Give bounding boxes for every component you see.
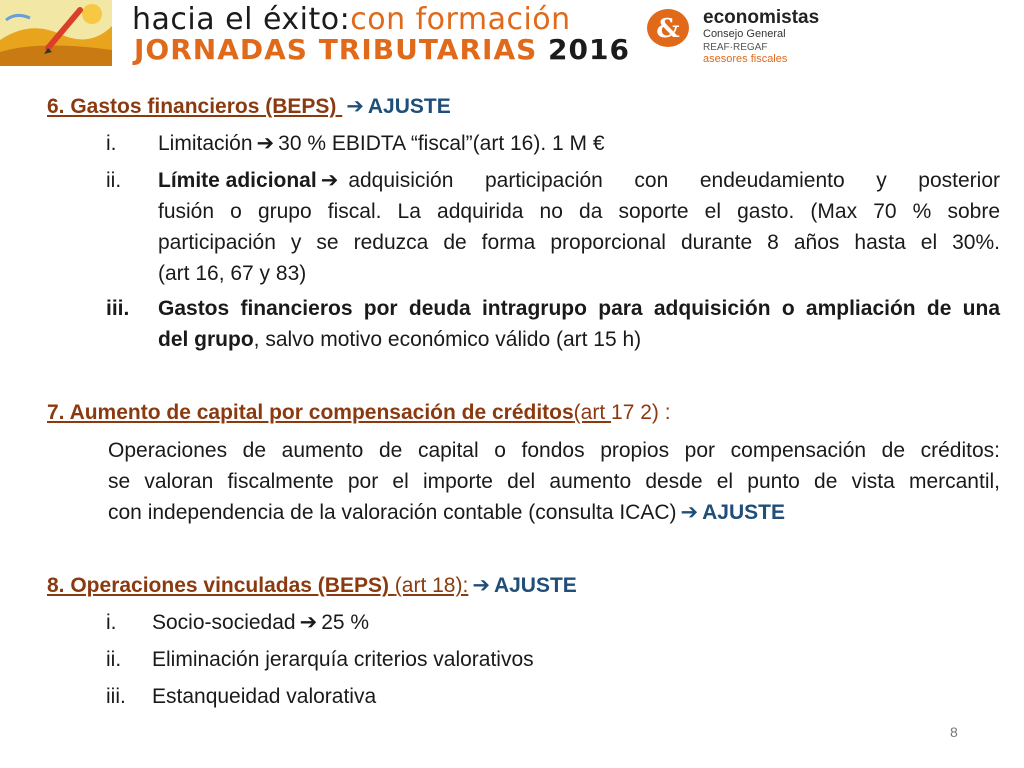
org-asesores: asesores fiscales <box>703 53 788 65</box>
section-7-title-text: 7. Aumento de capital por compensación de créditos <box>47 401 574 424</box>
item-text: Eliminación jerarquía criterios valorativos <box>152 648 534 671</box>
list-item <box>152 608 369 638</box>
list-item-number <box>106 682 126 712</box>
list-item <box>158 165 1000 289</box>
arrow-right-icon: ➔ <box>299 611 318 634</box>
item-text: Socio-sociedad <box>152 611 296 634</box>
item-text: Limitación <box>158 132 253 155</box>
section-6-heading <box>47 92 451 122</box>
item-line: participación y se reduzca de forma proporcional durante 8 años hasta el 30%. <box>158 231 1000 254</box>
item-rest: , salvo motivo económico válido (art 15 h) <box>253 328 642 351</box>
item-line: Gastos financieros por deuda intragrupo para adquisición o ampliación de una <box>158 297 1000 320</box>
list-item-number <box>106 294 129 324</box>
arrow-right-icon: ➔ <box>320 169 339 192</box>
org-name: economistas <box>703 7 820 28</box>
arrow-right-icon: ➔ <box>472 574 490 597</box>
page-number: 8 <box>950 724 958 740</box>
section-6-title: 6. Gastos financieros (BEPS) <box>47 95 343 118</box>
item-bold: del grupo <box>158 328 254 351</box>
list-item <box>106 129 117 159</box>
list-item-number <box>106 608 117 638</box>
header-title-part1: hacia el éxito: <box>132 2 351 37</box>
item-number: i. <box>106 132 117 155</box>
item-rest: 30 % EBIDTA “fiscal”(art 16). 1 M € <box>278 132 605 155</box>
item-line <box>158 165 1000 196</box>
section-7-ajuste: AJUSTE <box>702 501 785 524</box>
section-8-title-plain: (art 18): <box>394 574 469 597</box>
section-8-ajuste: AJUSTE <box>493 574 577 597</box>
arrow-right-icon: ➔ <box>346 95 364 118</box>
list-item <box>158 293 1000 355</box>
list-item-number <box>106 166 121 196</box>
header-title-part2: con formación <box>350 2 571 37</box>
item-number: i. <box>106 611 117 634</box>
paragraph-line: Operaciones de aumento de capital o fondos propios por compensación de créditos: <box>108 439 1000 462</box>
item-bold: Límite adicional <box>158 169 317 192</box>
org-reaf: REAF·REGAF <box>703 42 768 53</box>
arrow-right-icon: ➔ <box>680 501 699 524</box>
section-8-title-text: 8. Operaciones vinculadas (BEPS) <box>47 574 395 597</box>
header-subtitle-text: JORNADAS TRIBUTARIAS <box>134 33 538 66</box>
item-number: iii. <box>106 685 126 708</box>
svg-text:&: & <box>656 14 680 44</box>
org-sub: Consejo General <box>703 28 786 40</box>
paragraph-line <box>108 497 1000 528</box>
header-year: 2016 <box>548 33 630 66</box>
paragraph-line-text: con independencia de la valoración contable (consulta ICAC) <box>108 501 677 524</box>
item-text: Estanqueidad valorativa <box>152 685 377 708</box>
paragraph-line: se valoran fiscalmente por el importe del aumento desde el punto de vista mercantil, <box>108 470 1000 493</box>
item-number: ii. <box>106 169 122 192</box>
arrow-right-icon: ➔ <box>256 132 275 155</box>
section-7-paragraph <box>108 435 1000 528</box>
item-line-text: adquisición participación con endeudamiento y posterior <box>348 169 1000 192</box>
section-7-title-tail: 17 2) : <box>611 401 671 424</box>
item-number: iii. <box>106 297 130 320</box>
item-line: fusión o grupo fiscal. La adquirida no da soporte el gasto. (Max 70 % sobre <box>158 200 1000 223</box>
item-number: ii. <box>106 648 122 671</box>
list-item <box>152 645 534 675</box>
section-6-ajuste: AJUSTE <box>367 95 451 118</box>
list-item <box>158 129 605 159</box>
section-7-title-plain: (art <box>573 401 612 424</box>
section-8-title <box>47 574 468 597</box>
section-7-title <box>47 401 611 424</box>
section-7-heading <box>47 398 671 428</box>
item-line <box>158 324 1000 355</box>
section-8-heading <box>47 571 577 601</box>
list-item-number <box>106 645 121 675</box>
item-rest: 25 % <box>321 611 370 634</box>
item-line: (art 16, 67 y 83) <box>158 262 307 285</box>
list-item <box>152 682 376 712</box>
